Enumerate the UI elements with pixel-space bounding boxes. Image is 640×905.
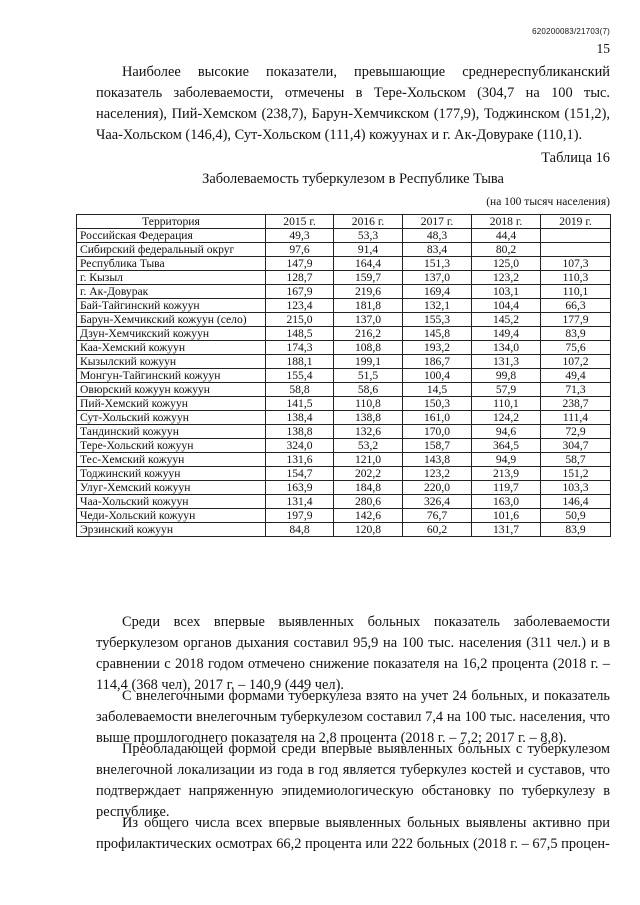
territory-cell: Овюрский кожуун кожуун — [77, 383, 266, 397]
value-cell: 216,2 — [334, 327, 403, 341]
value-cell: 76,7 — [403, 509, 472, 523]
value-cell: 97,6 — [266, 243, 334, 257]
value-cell: 48,3 — [403, 229, 472, 243]
value-cell: 125,0 — [472, 257, 541, 271]
table-body — [77, 229, 611, 537]
value-cell: 181,8 — [334, 299, 403, 313]
territory-cell: Каа-Хемский кожуун — [77, 341, 266, 355]
value-cell: 170,0 — [403, 425, 472, 439]
value-cell: 123,4 — [266, 299, 334, 313]
table-row — [77, 299, 611, 313]
value-cell: 184,8 — [334, 481, 403, 495]
value-cell: 110,3 — [541, 271, 611, 285]
value-cell: 177,9 — [541, 313, 611, 327]
value-cell — [541, 229, 611, 243]
intro-paragraph: Наиболее высокие показатели, превышающие среднереспубликанский показатель заболеваемости, отмечены в Тере-Хольском (304,7 на 100 тыс. населения), Пий-Хемском (238,7), Барун-Хемчикском (177,9), Тоджинском (151,2), Чаа-Хольском (146,4), Сут-Хольском (111,4) кожуунах и г. Ак-Довураке (110,1). — [96, 64, 610, 143]
value-cell: 163,9 — [266, 481, 334, 495]
table-row — [77, 411, 611, 425]
value-cell: 71,3 — [541, 383, 611, 397]
territory-cell: Монгун-Тайгинский кожуун — [77, 369, 266, 383]
value-cell: 110,8 — [334, 397, 403, 411]
value-cell: 138,8 — [266, 425, 334, 439]
table-row — [77, 355, 611, 369]
table-row — [77, 271, 611, 285]
value-cell: 141,5 — [266, 397, 334, 411]
territory-cell: г. Кызыл — [77, 271, 266, 285]
value-cell: 219,6 — [334, 285, 403, 299]
body-paragraph: Преобладающей формой среди впервые выявленных больных с туберкулезом внелегочной локализации из года в год является туберкулез костей и суставов, что подтверждает напряженную эпидемиологическую обстановку по туберкулезу в республике. — [96, 741, 610, 820]
table-row — [77, 243, 611, 257]
value-cell: 161,0 — [403, 411, 472, 425]
value-cell: 215,0 — [266, 313, 334, 327]
territory-cell: Кызылский кожуун — [77, 355, 266, 369]
value-cell: 53,2 — [334, 439, 403, 453]
value-cell: 108,8 — [334, 341, 403, 355]
table-row — [77, 523, 611, 537]
table-row — [77, 383, 611, 397]
value-cell: 151,3 — [403, 257, 472, 271]
value-cell: 94,9 — [472, 453, 541, 467]
value-cell: 123,2 — [403, 467, 472, 481]
value-cell: 138,4 — [266, 411, 334, 425]
value-cell: 128,7 — [266, 271, 334, 285]
value-cell: 103,1 — [472, 285, 541, 299]
value-cell: 111,4 — [541, 411, 611, 425]
value-cell: 107,3 — [541, 257, 611, 271]
value-cell: 49,4 — [541, 369, 611, 383]
value-cell: 131,7 — [472, 523, 541, 537]
value-cell: 66,3 — [541, 299, 611, 313]
territory-cell: Тес-Хемский кожуун — [77, 453, 266, 467]
value-cell: 53,3 — [334, 229, 403, 243]
value-cell: 131,3 — [472, 355, 541, 369]
value-cell: 137,0 — [334, 313, 403, 327]
value-cell: 58,8 — [266, 383, 334, 397]
value-cell: 83,9 — [541, 327, 611, 341]
value-cell: 132,1 — [403, 299, 472, 313]
value-cell: 193,2 — [403, 341, 472, 355]
value-cell: 213,9 — [472, 467, 541, 481]
value-cell: 80,2 — [472, 243, 541, 257]
value-cell: 83,9 — [541, 523, 611, 537]
column-header: 2017 г. — [403, 215, 472, 229]
value-cell: 155,3 — [403, 313, 472, 327]
value-cell: 146,4 — [541, 495, 611, 509]
territory-cell: г. Ак-Довурак — [77, 285, 266, 299]
value-cell: 188,1 — [266, 355, 334, 369]
page-number: 15 — [596, 41, 610, 56]
table-row — [77, 369, 611, 383]
table-row — [77, 481, 611, 495]
value-cell: 131,6 — [266, 453, 334, 467]
tuberculosis-incidence-table — [76, 214, 611, 537]
value-cell: 199,1 — [334, 355, 403, 369]
territory-cell: Сут-Хольский кожуун — [77, 411, 266, 425]
territory-cell: Российская Федерация — [77, 229, 266, 243]
territory-cell: Чаа-Хольский кожуун — [77, 495, 266, 509]
territory-cell: Чеди-Хольский кожуун — [77, 509, 266, 523]
value-cell: 104,4 — [472, 299, 541, 313]
table-row — [77, 425, 611, 439]
table-row — [77, 467, 611, 481]
table-title: Заболеваемость туберкулезом в Республике Тыва — [202, 171, 504, 187]
value-cell: 110,1 — [472, 397, 541, 411]
column-header: 2019 г. — [541, 215, 611, 229]
value-cell: 151,2 — [541, 467, 611, 481]
territory-cell: Улуг-Хемский кожуун — [77, 481, 266, 495]
table-header-row — [77, 215, 611, 229]
table-row — [77, 509, 611, 523]
value-cell: 44,4 — [472, 229, 541, 243]
value-cell: 154,7 — [266, 467, 334, 481]
value-cell: 123,2 — [472, 271, 541, 285]
value-cell: 238,7 — [541, 397, 611, 411]
value-cell: 186,7 — [403, 355, 472, 369]
territory-cell: Тандинский кожуун — [77, 425, 266, 439]
value-cell: 326,4 — [403, 495, 472, 509]
value-cell: 58,7 — [541, 453, 611, 467]
territory-cell: Пий-Хемский кожуун — [77, 397, 266, 411]
body-paragraph: Среди всех впервые выявленных больных показатель заболеваемости туберкулезом органов дыхания составил 95,9 на 100 тыс. населения (311 чел.) и в сравнении с 2018 годом отмечено снижение показателя на 16,2 процента (2018 г. – 114,4 (368 чел), 2017 г. – 140,9 (449 чел). — [96, 614, 610, 693]
value-cell: 155,4 — [266, 369, 334, 383]
value-cell: 147,9 — [266, 257, 334, 271]
table-row — [77, 397, 611, 411]
value-cell: 120,8 — [334, 523, 403, 537]
value-cell: 167,9 — [266, 285, 334, 299]
value-cell: 131,4 — [266, 495, 334, 509]
value-cell: 364,5 — [472, 439, 541, 453]
value-cell: 72,9 — [541, 425, 611, 439]
value-cell: 60,2 — [403, 523, 472, 537]
table-row — [77, 285, 611, 299]
table-row — [77, 439, 611, 453]
value-cell: 121,0 — [334, 453, 403, 467]
territory-cell: Сибирский федеральный округ — [77, 243, 266, 257]
value-cell: 14,5 — [403, 383, 472, 397]
value-cell: 103,3 — [541, 481, 611, 495]
value-cell: 145,8 — [403, 327, 472, 341]
territory-cell: Дзун-Хемчикский кожуун — [77, 327, 266, 341]
table-row — [77, 229, 611, 243]
value-cell: 137,0 — [403, 271, 472, 285]
value-cell: 101,6 — [472, 509, 541, 523]
value-cell: 169,4 — [403, 285, 472, 299]
value-cell: 158,7 — [403, 439, 472, 453]
value-cell: 159,7 — [334, 271, 403, 285]
value-cell: 91,4 — [334, 243, 403, 257]
value-cell — [541, 243, 611, 257]
value-cell: 49,3 — [266, 229, 334, 243]
value-cell: 220,0 — [403, 481, 472, 495]
value-cell: 324,0 — [266, 439, 334, 453]
value-cell: 202,2 — [334, 467, 403, 481]
value-cell: 124,2 — [472, 411, 541, 425]
table-row — [77, 327, 611, 341]
table-unit-note: (на 100 тысяч населения) — [486, 196, 610, 208]
table-row — [77, 257, 611, 271]
value-cell: 150,3 — [403, 397, 472, 411]
value-cell: 149,4 — [472, 327, 541, 341]
value-cell: 84,8 — [266, 523, 334, 537]
value-cell: 119,7 — [472, 481, 541, 495]
territory-cell: Тоджинский кожуун — [77, 467, 266, 481]
territory-cell: Эрзинский кожуун — [77, 523, 266, 537]
value-cell: 83,4 — [403, 243, 472, 257]
value-cell: 304,7 — [541, 439, 611, 453]
value-cell: 75,6 — [541, 341, 611, 355]
value-cell: 145,2 — [472, 313, 541, 327]
table-row — [77, 313, 611, 327]
value-cell: 197,9 — [266, 509, 334, 523]
territory-cell: Барун-Хемчикский кожуун (село) — [77, 313, 266, 327]
value-cell: 164,4 — [334, 257, 403, 271]
value-cell: 94,6 — [472, 425, 541, 439]
value-cell: 51,5 — [334, 369, 403, 383]
value-cell: 99,8 — [472, 369, 541, 383]
table-row — [77, 453, 611, 467]
value-cell: 163,0 — [472, 495, 541, 509]
territory-cell: Бай-Тайгинский кожуун — [77, 299, 266, 313]
value-cell: 280,6 — [334, 495, 403, 509]
value-cell: 100,4 — [403, 369, 472, 383]
value-cell: 142,6 — [334, 509, 403, 523]
value-cell: 132,6 — [334, 425, 403, 439]
value-cell: 143,8 — [403, 453, 472, 467]
territory-cell: Тере-Хольский кожуун — [77, 439, 266, 453]
value-cell: 134,0 — [472, 341, 541, 355]
territory-cell: Республика Тыва — [77, 257, 266, 271]
body-paragraph: С внелегочными формами туберкулеза взято на учет 24 больных, и показатель заболеваемости внелегочным туберкулезом составил 7,4 на 100 тыс. населения, что выше прошлогоднего показателя на 2,8 процента (2018 г. – 7,2; 2017 г. – 8,8). — [96, 688, 610, 746]
column-header: 2018 г. — [472, 215, 541, 229]
column-header: 2016 г. — [334, 215, 403, 229]
document-id: 620200083/21703(7) — [532, 27, 610, 36]
column-header: Территория — [77, 215, 266, 229]
table-row — [77, 495, 611, 509]
value-cell: 148,5 — [266, 327, 334, 341]
value-cell: 174,3 — [266, 341, 334, 355]
value-cell: 50,9 — [541, 509, 611, 523]
value-cell: 107,2 — [541, 355, 611, 369]
table-number: Таблица 16 — [541, 150, 610, 166]
body-paragraph: Из общего числа всех впервые выявленных больных выявлены активно при профилактических осмотрах 66,2 процента или 222 больных (2018 г. – 67,5 процен- — [96, 815, 610, 852]
value-cell: 57,9 — [472, 383, 541, 397]
value-cell: 138,8 — [334, 411, 403, 425]
column-header: 2015 г. — [266, 215, 334, 229]
value-cell: 58,6 — [334, 383, 403, 397]
value-cell: 110,1 — [541, 285, 611, 299]
table-row — [77, 341, 611, 355]
